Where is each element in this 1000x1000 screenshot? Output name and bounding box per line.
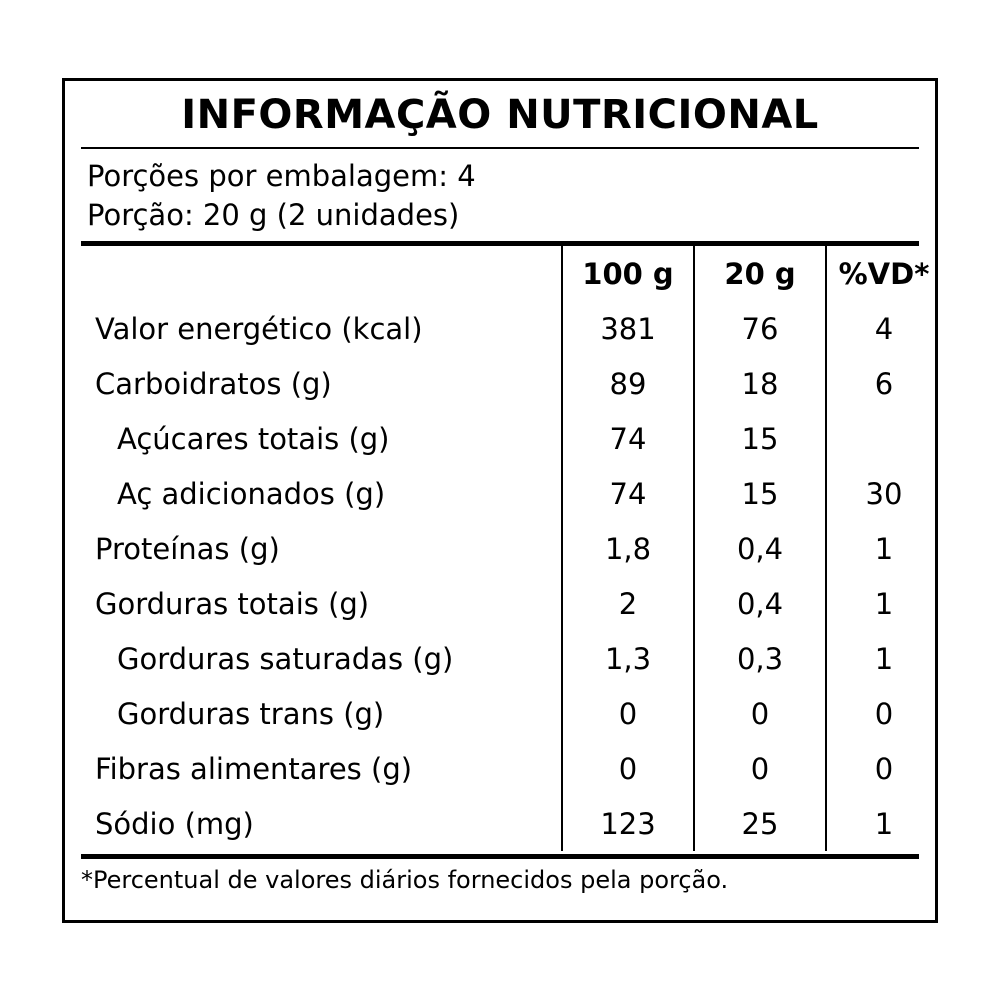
table-row xyxy=(81,356,941,411)
row-daily-value: 1 xyxy=(874,806,894,841)
page-title: INFORMAÇÃO NUTRICIONAL xyxy=(181,92,819,138)
row-nutrient-name: Açúcares totais (g) xyxy=(81,411,562,466)
row-per-portion: 0,4 xyxy=(694,576,826,631)
row-per-portion: 0 xyxy=(694,741,826,796)
row-nutrient-name: Gorduras totais (g) xyxy=(81,576,562,631)
table-header-row xyxy=(81,246,941,301)
row-daily-value: 1 xyxy=(874,641,894,676)
footnote-divider-wrap xyxy=(65,851,935,859)
nutrition-facts-panel xyxy=(62,78,938,923)
table-row xyxy=(81,741,941,796)
serving-size: Porção: 20 g (2 unidades) xyxy=(87,198,460,233)
row-per-portion: 15 xyxy=(694,411,826,466)
table-row xyxy=(81,521,941,576)
header-nutrient xyxy=(81,246,562,301)
row-per-portion: 0 xyxy=(694,686,826,741)
row-daily-value: 0 xyxy=(874,696,894,731)
row-per-100g: 381 xyxy=(562,301,694,356)
table-row xyxy=(81,686,941,741)
row-nutrient-name: Sódio (mg) xyxy=(81,796,562,851)
row-daily-value: 4 xyxy=(874,311,894,346)
row-per-100g: 1,3 xyxy=(562,631,694,686)
row-nutrient-name: Gorduras trans (g) xyxy=(81,686,562,741)
header-per-portion: 20 g xyxy=(694,246,826,301)
row-per-100g: 0 xyxy=(562,741,694,796)
row-per-100g: 1,8 xyxy=(562,521,694,576)
row-per-portion: 0,4 xyxy=(694,521,826,576)
row-nutrient-name: Proteínas (g) xyxy=(81,521,562,576)
header-daily-value: %VD* xyxy=(838,256,930,291)
table-row xyxy=(81,576,941,631)
row-nutrient-name: Aç adicionados (g) xyxy=(81,466,562,521)
row-daily-value: 30 xyxy=(865,476,903,511)
row-daily-value: 1 xyxy=(874,586,894,621)
table-row xyxy=(81,466,941,521)
row-per-100g: 123 xyxy=(562,796,694,851)
row-per-portion: 0,3 xyxy=(694,631,826,686)
table-row xyxy=(81,631,941,686)
row-per-100g: 74 xyxy=(562,411,694,466)
row-nutrient-name: Valor energético (kcal) xyxy=(81,301,562,356)
row-per-portion: 15 xyxy=(694,466,826,521)
row-nutrient-name: Fibras alimentares (g) xyxy=(81,741,562,796)
row-daily-value xyxy=(826,411,941,466)
row-per-portion: 25 xyxy=(694,796,826,851)
header-per-100g: 100 g xyxy=(562,246,694,301)
row-per-100g: 74 xyxy=(562,466,694,521)
row-nutrient-name: Carboidratos (g) xyxy=(81,356,562,411)
row-per-100g: 0 xyxy=(562,686,694,741)
row-per-100g: 89 xyxy=(562,356,694,411)
row-daily-value: 6 xyxy=(874,366,894,401)
row-daily-value: 0 xyxy=(874,751,894,786)
footnote-text: *Percentual de valores diários fornecidos pela porção. xyxy=(81,866,729,895)
table-row xyxy=(81,411,941,466)
row-per-portion: 18 xyxy=(694,356,826,411)
servings-info xyxy=(65,149,935,241)
table-row xyxy=(81,796,941,851)
row-per-100g: 2 xyxy=(562,576,694,631)
row-nutrient-name: Gorduras saturadas (g) xyxy=(81,631,562,686)
nutrition-table xyxy=(81,246,941,851)
servings-per-package: Porções por embalagem: 4 xyxy=(87,159,476,193)
table-row xyxy=(81,301,941,356)
row-daily-value: 1 xyxy=(874,531,894,566)
row-per-portion: 76 xyxy=(694,301,826,356)
